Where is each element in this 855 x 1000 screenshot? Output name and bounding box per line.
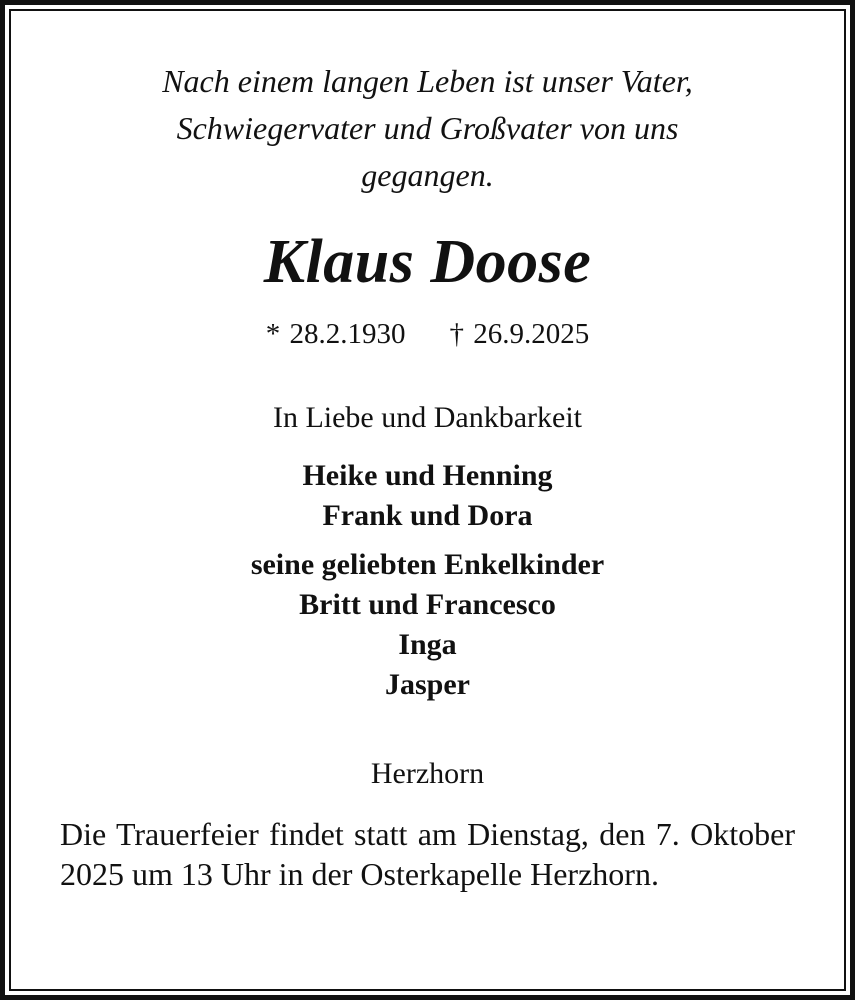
intro-text	[0, 58, 855, 199]
place: Herzhorn	[370, 757, 485, 790]
intro-line: Nach einem langen Leben ist unser Vater,	[162, 63, 693, 99]
dedication: In Liebe und Dankbarkeit	[272, 401, 583, 434]
family-children	[0, 456, 855, 536]
family-line: Frank und Dora	[322, 499, 533, 532]
life-dates	[0, 314, 855, 354]
family-line: Heike und Henning	[302, 459, 553, 492]
family-line: seine geliebten Enkelkinder	[250, 548, 605, 581]
intro-line: gegangen.	[361, 157, 494, 193]
family-grandchildren	[0, 545, 855, 705]
family-line: Jasper	[385, 668, 470, 701]
death-date: 26.9.2025	[473, 318, 590, 350]
deceased-name: Klaus Doose	[263, 228, 592, 296]
family-line: Inga	[398, 628, 457, 661]
family-line: Britt und Francesco	[299, 588, 556, 621]
death-symbol: †	[449, 318, 464, 350]
birth-date: 28.2.1930	[289, 318, 406, 350]
intro-line: Schwiegervater und Großvater von uns	[176, 110, 679, 146]
birth-symbol: *	[265, 318, 281, 350]
service-info: Die Trauerfeier findet statt am Dienstag, den 7. Oktober 2025 um 13 Uhr in der Osterkapelle Herzhorn.	[60, 816, 795, 892]
